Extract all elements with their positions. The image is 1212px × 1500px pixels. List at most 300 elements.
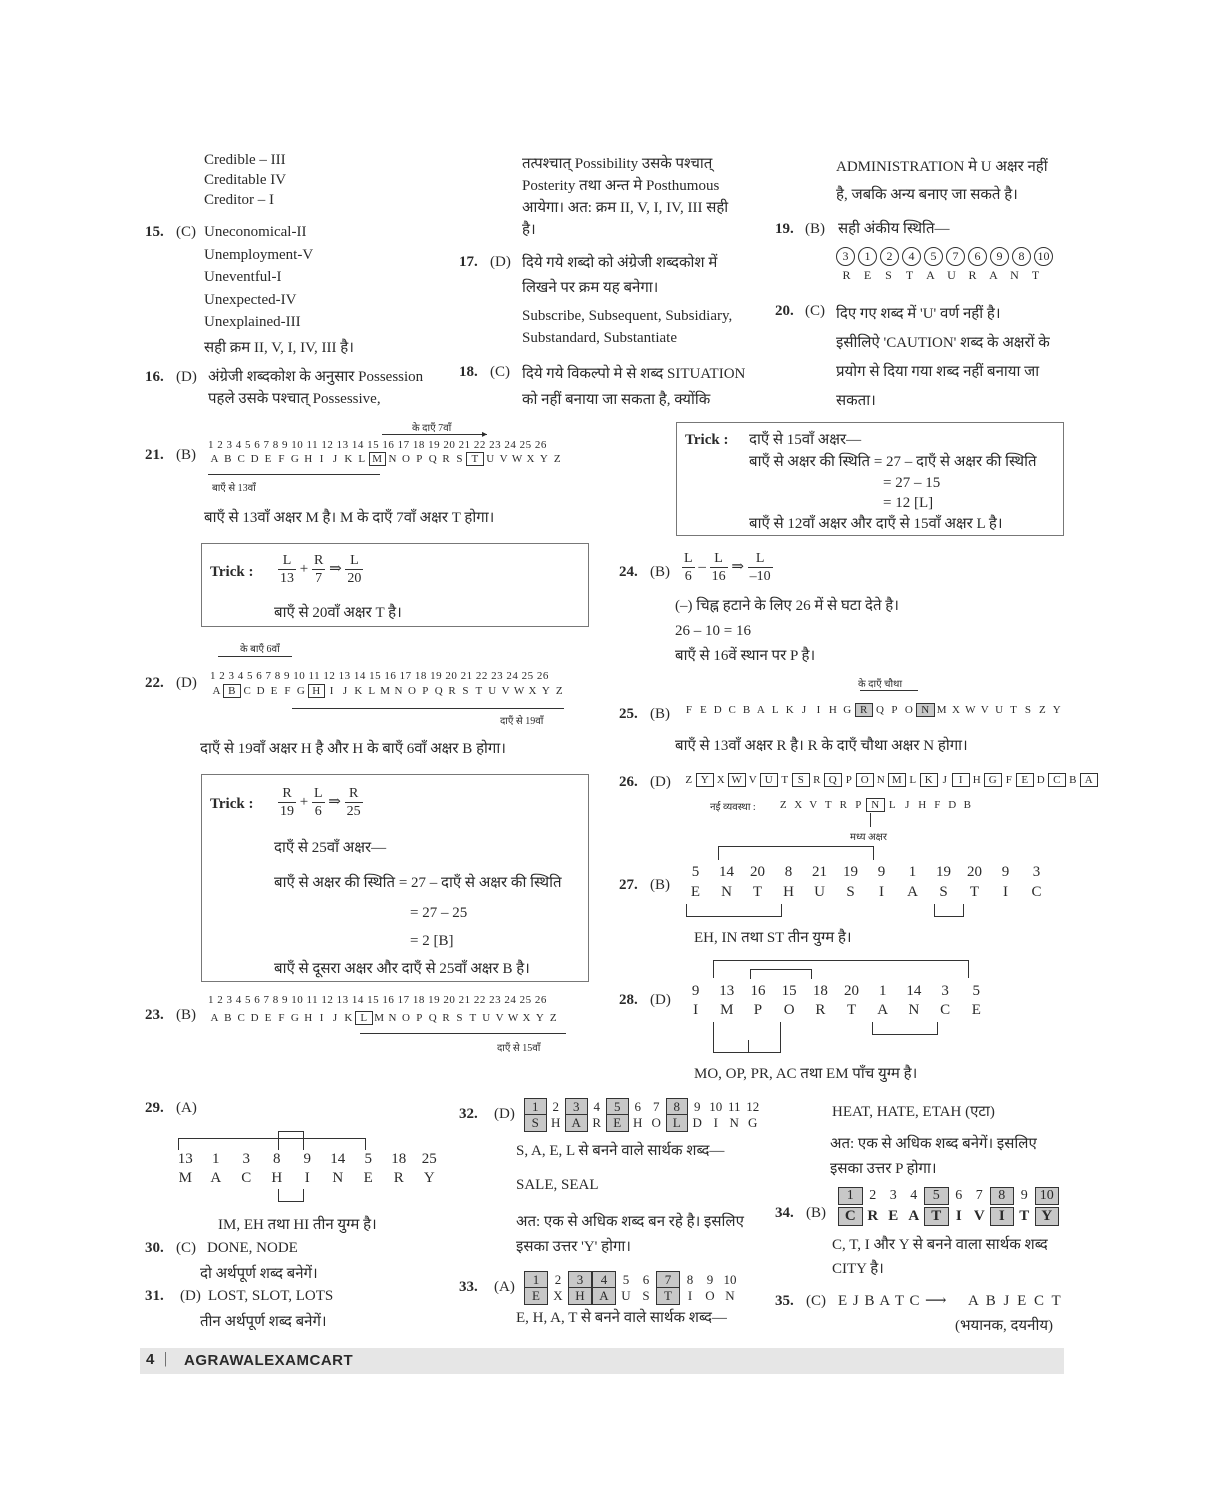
letter: C — [728, 704, 737, 716]
letter: Q — [876, 704, 885, 716]
q23-bottom-label: दाएँ से 15वाँ — [497, 1043, 541, 1054]
position-number: 3 — [1032, 864, 1041, 880]
q28-letter-row — [680, 1001, 992, 1019]
letter: V — [495, 1012, 505, 1024]
position-number: 6 — [642, 1272, 650, 1287]
q23-number: 23. — [145, 1007, 164, 1023]
letter: T — [905, 268, 914, 282]
letter: A — [926, 268, 935, 282]
letter: Q — [428, 453, 438, 465]
letter: U — [760, 773, 778, 787]
q32-letter-row — [524, 1114, 762, 1132]
letter: W — [513, 685, 525, 697]
letter: V — [980, 704, 990, 716]
letter: Q — [434, 685, 444, 697]
q21-arrow-top — [382, 434, 487, 435]
circled-number: 6 — [968, 247, 987, 266]
letter: N — [908, 1002, 920, 1018]
letter: R — [442, 1012, 451, 1024]
letter: W — [728, 773, 746, 787]
circled-number: 2 — [880, 247, 899, 266]
position-number: 5 — [691, 864, 700, 880]
q28-link-bottom — [713, 1052, 781, 1053]
position-number: 3 — [941, 983, 949, 999]
q29-number-row — [170, 1150, 445, 1168]
q21-explanation: बाएँ से 13वाँ अक्षर M है। M के दाएँ 7वाँ अक्षर T होगा। — [204, 510, 495, 526]
letter: I — [990, 1207, 1015, 1226]
trick-label: Trick : — [210, 796, 254, 812]
letter: U — [995, 704, 1004, 716]
position-number: 1 — [878, 983, 887, 999]
letter: Y — [1035, 1207, 1060, 1226]
q19-answer: (B) — [805, 221, 825, 237]
position-number: 1 — [524, 1271, 548, 1289]
q23-number-row: 1 2 3 4 5 6 7 8 9 10 11 12 13 14 15 16 17 18 19 20 21 22 23 24 25 26 — [208, 994, 547, 1006]
q26-mid-label: मध्य अक्षर — [850, 832, 887, 843]
q33-letter-row — [524, 1287, 740, 1305]
letter: U — [947, 268, 956, 282]
letter: B — [1069, 774, 1077, 786]
letter: J — [801, 704, 807, 716]
q35-to: A B J E C T — [968, 1293, 1063, 1309]
position-number: 9 — [694, 1099, 701, 1114]
letter: D — [713, 704, 723, 716]
letter: S — [792, 773, 810, 787]
q19-letter-row — [836, 268, 1046, 283]
q22-answer: (D) — [176, 675, 197, 691]
letter: Z — [549, 1012, 558, 1024]
letter: U — [486, 453, 495, 465]
q21-number: 21. — [145, 447, 164, 463]
position-number: 14 — [330, 1151, 346, 1167]
position-number: 8 — [784, 864, 793, 880]
letter: L — [666, 1114, 689, 1132]
letter: Q — [428, 1012, 438, 1024]
letter: B — [224, 453, 232, 465]
letter: J — [905, 799, 910, 811]
letter: X — [522, 1012, 531, 1024]
trick-label: Trick : — [210, 564, 254, 580]
letter: R — [592, 1115, 602, 1130]
letter: N — [388, 453, 397, 465]
letter: H — [918, 799, 927, 811]
position-number: 10 — [723, 1272, 737, 1287]
q21-alphabet-row — [208, 452, 564, 466]
position-number: 11 — [727, 1099, 741, 1114]
letter: S — [456, 1012, 464, 1024]
letter: K — [354, 685, 363, 697]
q32-answer: (D) — [494, 1106, 515, 1122]
letter: D — [250, 453, 260, 465]
letter: A — [212, 685, 221, 697]
q21-number-row: 1 2 3 4 5 6 7 8 9 10 11 12 13 14 15 16 17 18 19 20 21 22 23 24 25 26 — [208, 439, 547, 451]
q19-circle-row — [836, 247, 1056, 266]
q24-answer: (B) — [650, 564, 670, 580]
letter: Z — [555, 685, 564, 697]
letter: R — [855, 703, 873, 717]
fraction: $\frac{R}{25}$ — [346, 786, 361, 819]
circled-number: 3 — [836, 247, 855, 266]
letter: X — [526, 453, 535, 465]
letter: S — [885, 268, 892, 282]
letter: H — [304, 453, 313, 465]
letter: I — [879, 884, 884, 900]
letter: O — [651, 1115, 661, 1130]
circled-number: 9 — [990, 247, 1009, 266]
letter: N — [394, 685, 403, 697]
letter: I — [319, 453, 324, 465]
position-number: 2 — [554, 1272, 562, 1287]
q20-answer: (C) — [805, 303, 825, 319]
q19-text: सही अंकीय स्थिति— — [838, 221, 950, 237]
q33-answer: (A) — [494, 1279, 515, 1295]
letter: Y — [1052, 704, 1062, 716]
letter: I — [687, 1288, 693, 1303]
q25-answer: (B) — [650, 706, 670, 722]
letter: N — [1010, 268, 1019, 282]
q31-answer: (D) — [180, 1288, 201, 1304]
letter: Y — [535, 1012, 545, 1024]
trick-formula: $\frac{L}{13}$ + $\frac{R}{7}$ ⇒ $\frac{L}{20}$ — [280, 553, 362, 586]
letter: D — [692, 1115, 702, 1130]
q21-arrow-bottom — [208, 474, 380, 475]
q27-number: 27. — [619, 877, 638, 893]
q22-bottom-label: दाएँ से 19वाँ — [500, 716, 544, 727]
letter: L — [888, 799, 897, 811]
q17-solution: दिये गये शब्दो को अंग्रेजी शब्दकोश में लिखने पर क्रम यह बनेगा। Subscribe, Subsequent, Subsidiary, Substandard, Substantiate — [522, 255, 733, 346]
position-number: 5 — [364, 1151, 372, 1167]
letter: P — [891, 704, 898, 716]
letter: P — [753, 1002, 763, 1018]
q30-solution: DONE, NODE — [207, 1240, 298, 1256]
q25-top-label: के दाएँ चौथा — [858, 679, 903, 690]
q27-link-bottom-2 — [934, 916, 964, 917]
letter: N — [866, 798, 885, 812]
letter: K — [785, 704, 795, 716]
letter: V — [973, 1208, 985, 1224]
q34-answer: (B) — [806, 1205, 826, 1221]
letter: A — [908, 1208, 920, 1224]
letter: T — [846, 1002, 857, 1018]
letter: G — [984, 773, 1002, 787]
position-number: 1 — [908, 864, 917, 880]
letter: B — [223, 684, 240, 698]
q27-letter-row — [680, 883, 1052, 901]
q30-answer: (C) — [176, 1240, 196, 1256]
q15-answer: (C) — [176, 224, 196, 240]
letter: Z — [685, 774, 693, 786]
letter: R — [839, 799, 848, 811]
q16-answer: (D) — [176, 369, 197, 385]
trick-box-22: Trick : $\frac{R}{19}$ + $\frac{L}{6}$ ⇒ $\frac{R}{25}$ दाएँ से 25वाँ अक्षर— बाएँ से अक्षर की स्थिति = 27 – दाएँ से अक्षर की स्थिति = 27 – 25 = 2 [B] बाएँ से दूसरा अक्षर और दाएँ से 25वाँ अक्षर B है। — [201, 774, 589, 982]
q30-explanation: दो अर्थपूर्ण शब्द बनेगें। — [200, 1266, 318, 1282]
q28-explanation: MO, OP, PR, AC तथा EM पाँच युग्म है। — [694, 1066, 918, 1082]
q15-number: 15. — [145, 224, 164, 240]
letter: I — [952, 773, 970, 787]
position-number: 10 — [1035, 1187, 1060, 1205]
letter: E — [971, 1002, 981, 1018]
letter: W — [507, 1012, 519, 1024]
letter: C — [241, 1170, 252, 1186]
letter: I — [304, 1170, 310, 1186]
letter: E — [524, 1287, 548, 1305]
letter: S — [456, 453, 464, 465]
q22-number: 22. — [145, 675, 164, 691]
letter: S — [1024, 704, 1032, 716]
letter: O — [856, 773, 874, 787]
q16-number: 16. — [145, 369, 164, 385]
q22-explanation: दाएँ से 19वाँ अक्षर H है और H के बाएँ 6वाँ अक्षर B होगा। — [200, 741, 506, 757]
q14-continuation: Credible – III Creditable IV Creditor – I — [204, 152, 287, 208]
position-number: 16 — [750, 983, 766, 999]
letter: R — [968, 268, 977, 282]
q15-solution: Uneconomical-II Unemployment-V Uneventful-I Unexpected-IV Unexplained-III सही क्रम II, V, I, IV, III है। — [204, 224, 354, 356]
position-number: 19 — [843, 864, 858, 880]
letter: M — [369, 452, 386, 466]
fraction: $\frac{R}{19}$ — [280, 786, 294, 819]
letter: H — [568, 1287, 592, 1305]
position-number: 9 — [1020, 1188, 1028, 1203]
position-number: 13 — [177, 1151, 193, 1167]
circled-number: 1 — [858, 247, 877, 266]
q24-formula: $\frac{L}{6}$ – $\frac{L}{16}$ ⇒ $\frac{L}{-10}$ — [684, 551, 771, 584]
letter: P — [416, 453, 423, 465]
q22-number-row: 1 2 3 4 5 6 7 8 9 10 11 12 13 14 15 16 17 18 19 20 21 22 23 24 25 26 — [210, 670, 549, 682]
position-number: 2 — [869, 1188, 877, 1203]
trick-label: Trick : — [685, 432, 729, 448]
q22-top-label: के बाएँ 6वाँ — [240, 644, 280, 655]
position-number: 1 — [524, 1098, 547, 1116]
circled-number: 8 — [1012, 247, 1031, 266]
letter: A — [1080, 773, 1098, 787]
q35-number: 35. — [775, 1293, 794, 1309]
q29-link-bottom — [278, 1201, 304, 1202]
letter: F — [1005, 774, 1013, 786]
letter: U — [621, 1288, 631, 1303]
letter: E — [1016, 773, 1034, 787]
q29-link-top-2 — [278, 1131, 304, 1132]
position-number: 18 — [391, 1151, 407, 1167]
position-number: 1 — [212, 1151, 220, 1167]
letter: Z — [553, 453, 562, 465]
letter: P — [422, 685, 429, 697]
letter: E — [690, 884, 701, 900]
letter: F — [934, 799, 941, 811]
letter: A — [210, 1012, 219, 1024]
q29-letter-row — [170, 1169, 445, 1187]
trick-box-23: Trick : दाएँ से 15वाँ अक्षर— बाएँ से अक्षर की स्थिति = 27 – दाएँ से अक्षर की स्थिति = 27 – 15 = 12 [L] बाएँ से 12वाँ अक्षर और दाएँ से 15वाँ अक्षर L है। — [676, 422, 1064, 536]
position-number: 7 — [653, 1099, 660, 1114]
page-number: 4 — [146, 1351, 155, 1368]
letter: K — [344, 453, 353, 465]
letter: V — [809, 799, 818, 811]
letter: G — [290, 1012, 300, 1024]
letter: X — [553, 1288, 563, 1303]
circled-number: 7 — [946, 247, 965, 266]
letter: I — [955, 1208, 962, 1224]
q21-top-label: के दाएँ 7वाँ — [412, 423, 452, 434]
position-number: 4 — [592, 1271, 616, 1289]
letter: F — [284, 685, 291, 697]
letter: O — [705, 1288, 715, 1303]
letter: H — [972, 774, 982, 786]
q27-number-row — [680, 863, 1052, 881]
position-number: 9 — [691, 983, 700, 999]
letter: I — [319, 1012, 324, 1024]
q27-link-top — [718, 846, 874, 847]
position-number: 4 — [910, 1188, 918, 1203]
q26-answer: (D) — [650, 774, 671, 790]
position-number: 5 — [924, 1187, 949, 1205]
letter: L — [368, 685, 376, 697]
letter: N — [332, 1170, 344, 1186]
arrow-right-icon: ▸ — [482, 429, 488, 440]
letter: E — [606, 1114, 629, 1132]
position-number: 5 — [972, 983, 981, 999]
letter: P — [855, 799, 862, 811]
letter: H — [308, 684, 325, 698]
fraction: $\frac{L}{20}$ — [347, 553, 362, 586]
letter: T — [475, 685, 483, 697]
position-number: 20 — [967, 864, 982, 880]
position-number: 18 — [812, 983, 828, 999]
letter: N — [725, 1288, 735, 1303]
letter: U — [814, 884, 825, 900]
letter: Q — [824, 773, 842, 787]
letter: C — [940, 1002, 951, 1018]
letter: Y — [541, 685, 551, 697]
letter: P — [845, 774, 853, 786]
letter: Y — [423, 1170, 435, 1186]
fraction: $\frac{L}{6}$ — [684, 551, 693, 584]
letter: T — [752, 884, 763, 900]
q22-alphabet-row — [210, 684, 566, 698]
letter: O — [401, 1012, 411, 1024]
position-number: 8 — [990, 1187, 1015, 1205]
letter: A — [210, 1170, 222, 1186]
letter: T — [924, 1207, 949, 1226]
letter: R — [448, 685, 457, 697]
q26-number: 26. — [619, 774, 638, 790]
letter: C — [237, 453, 246, 465]
letter: Y — [539, 453, 549, 465]
q28-number: 28. — [619, 992, 638, 1008]
letter: X — [716, 774, 726, 786]
position-number: 1 — [838, 1187, 863, 1205]
q27-answer: (B) — [650, 877, 670, 893]
letter: K — [344, 1012, 353, 1024]
q26-sequence — [682, 773, 1098, 787]
letter: D — [250, 1012, 260, 1024]
footer-divider: | — [164, 1350, 168, 1367]
letter: X — [952, 704, 961, 716]
q31-number: 31. — [145, 1288, 164, 1304]
position-number: 20 — [844, 983, 860, 999]
q34-letter-row — [838, 1207, 1059, 1226]
position-number: 3 — [242, 1151, 250, 1167]
position-number: 3 — [889, 1188, 897, 1203]
letter: C — [838, 1207, 863, 1226]
fraction: $\frac{L}{6}$ — [313, 786, 323, 819]
letter: I — [816, 704, 821, 716]
q30-number: 30. — [145, 1240, 164, 1256]
q28-link-bottom-2 — [872, 1034, 938, 1035]
letter: U — [482, 1012, 491, 1024]
position-number: 9 — [303, 1151, 311, 1167]
letter: O — [401, 453, 411, 465]
letter: T — [1019, 1208, 1030, 1224]
q22-arrow-bottom — [292, 708, 564, 709]
letter: G — [748, 1115, 758, 1130]
position-number: 10 — [709, 1099, 723, 1114]
fraction: $\frac{L}{13}$ — [280, 553, 294, 586]
letter: R — [842, 268, 851, 282]
trick-formula: $\frac{R}{19}$ + $\frac{L}{6}$ ⇒ $\frac{R}{25}$ — [280, 786, 361, 819]
q28-answer: (D) — [650, 992, 671, 1008]
letter: R — [867, 1208, 879, 1224]
q34-number-row — [838, 1187, 1059, 1205]
letter: U — [488, 685, 497, 697]
letter: Y — [696, 773, 714, 787]
letter: T — [466, 452, 483, 466]
position-number: 3 — [565, 1098, 588, 1116]
position-number: 2 — [552, 1099, 559, 1114]
letter: H — [551, 1115, 561, 1130]
q24-number: 24. — [619, 564, 638, 580]
q26-arrow-down — [870, 813, 871, 827]
letter: I — [713, 1115, 718, 1130]
letter: D — [256, 685, 266, 697]
letter: W — [511, 453, 523, 465]
position-number: 5 — [606, 1098, 629, 1116]
letter: A — [907, 884, 918, 900]
letter: G — [290, 453, 300, 465]
q32-number: 32. — [459, 1106, 478, 1122]
letter: I — [1003, 884, 1008, 900]
letter: R — [815, 1002, 826, 1018]
letter: E — [270, 685, 278, 697]
q24-solution: (–) चिह्न हटाने के लिए 26 में से घटा देते है। 26 – 10 = 16 बाएँ से 16वें स्थान पर P है। — [675, 598, 899, 664]
position-number: 8 — [666, 1098, 689, 1116]
q28-link-top-2 — [750, 969, 812, 970]
q20-solution: दिए गए शब्द में 'U' वर्ण नहीं है। इसीलिऐ 'CAUTION' शब्द के अक्षरों के प्रयोग से दिया गया शब्द नहीं बनाया जा सकता। — [836, 306, 1050, 409]
letter: L — [358, 453, 366, 465]
q20-number: 20. — [775, 303, 794, 319]
trick-text: बाएँ से 20वाँ अक्षर T है। — [274, 605, 402, 621]
q16-continuation: तत्पश्चात् Possibility उसके पश्चात् Posterity तथा अन्त मे Posthumous आयेगा। अत: क्रम II, V, I, IV, III सही है। — [522, 156, 729, 238]
letter: X — [528, 685, 537, 697]
position-number: 3 — [568, 1271, 592, 1289]
letter: T — [656, 1287, 680, 1305]
position-number: 8 — [686, 1272, 694, 1287]
letter: J — [332, 1012, 338, 1024]
letter: J — [942, 774, 948, 786]
letter: N — [388, 1012, 397, 1024]
q18-number: 18. — [459, 364, 478, 380]
q28-number-row — [680, 982, 992, 1000]
q19-number: 19. — [775, 221, 794, 237]
letter: I — [329, 685, 334, 697]
q18-solution: दिये गये विकल्पो मे से शब्द SITUATION को नहीं बनाया जा सकता है, क्योंकि — [522, 366, 746, 408]
q25-arrow-top — [860, 690, 918, 691]
letter: H — [271, 1170, 283, 1186]
circled-number: 4 — [902, 247, 921, 266]
position-number: 14 — [719, 864, 734, 880]
long-arrow-icon: ⟶ — [925, 1293, 947, 1309]
position-number: 6 — [955, 1188, 963, 1203]
letter: X — [794, 799, 803, 811]
letter: Z — [1038, 704, 1047, 716]
